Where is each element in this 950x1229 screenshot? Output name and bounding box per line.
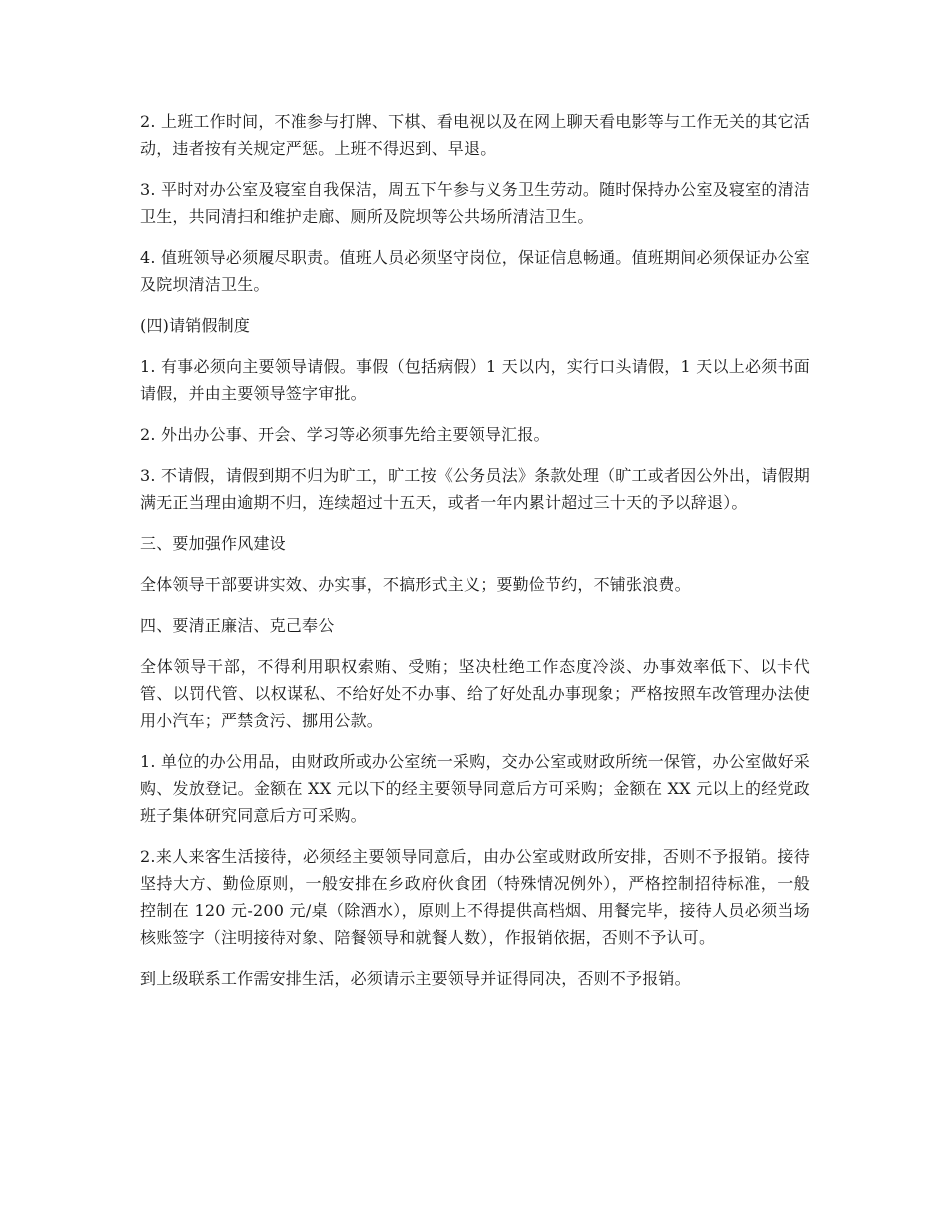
paragraph-rule-3-cleaning: 3. 平时对办公室及寝室自我保洁，周五下午参与义务卫生劳动。随时保持办公室及寝室的清洁卫生，共同清扫和维护走廊、厕所及院坝等公共场所清洁卫生。 xyxy=(140,180,810,226)
paragraph-reception: 2.来人来客生活接待，必须经主要领导同意后，由办公室或财政所安排，否则不予报销。接待坚持大方、勤俭原则，一般安排在乡政府伙食团（特殊情况例外），严格控制招待标准，一般控制在 120 元-200 元/桌（除酒水），原则上不得提供高档烟、用餐完毕，接待人员必须当场核账签字（注明接待对象、陪餐领导和就餐人数），作报销依据，否则不予认可。 xyxy=(140,847,810,947)
document-page xyxy=(140,108,810,1006)
section-heading-leave-system: (四)请销假制度 xyxy=(140,316,251,335)
paragraph-leave-rule-3: 3. 不请假，请假到期不归为旷工，旷工按《公务员法》条款处理（旷工或者因公外出，请假期满无正当理由逾期不归，连续超过十五天，或者一年内累计超过三十天的予以辞退）。 xyxy=(140,466,810,512)
paragraph-integrity: 全体领导干部，不得利用职权索贿、受贿；坚决杜绝工作态度冷淡、办事效率低下、以卡代管、以罚代管、以权谋私、不给好处不办事、给了好处乱办事现象；严格按照车改管理办法使用小汽车；严禁贪污、挪用公款。 xyxy=(140,657,810,730)
paragraph-rule-2-work-hours: 2. 上班工作时间，不准参与打牌、下棋、看电视以及在网上聊天看电影等与工作无关的其它活动，违者按有关规定严惩。上班不得迟到、早退。 xyxy=(140,112,810,158)
section-heading-integrity: 四、要清正廉洁、克己奉公 xyxy=(140,616,335,635)
paragraph-work-style: 全体领导干部要讲实效、办实事，不搞形式主义；要勤俭节约，不铺张浪费。 xyxy=(140,575,691,594)
paragraph-office-supplies: 1. 单位的办公用品，由财政所或办公室统一采购，交办公室或财政所统一保管，办公室做好采购、发放登记。金额在 XX 元以下的经主要领导同意后方可采购；金额在 XX 元以上的经党政班子集体研究同意后方可采购。 xyxy=(140,752,810,825)
section-heading-work-style: 三、要加强作风建设 xyxy=(140,534,286,553)
paragraph-superior-contact: 到上级联系工作需安排生活，必须请示主要领导并证得同决，否则不予报销。 xyxy=(140,969,691,988)
paragraph-leave-rule-2: 2. 外出办公事、开会、学习等必须事先给主要领导汇报。 xyxy=(140,425,550,444)
paragraph-leave-rule-1: 1. 有事必须向主要领导请假。事假（包括病假）1 天以内，实行口头请假，1 天以上必须书面请假，并由主要领导签字审批。 xyxy=(140,357,810,403)
paragraph-rule-4-duty: 4. 值班领导必须履尽职责。值班人员必须坚守岗位，保证信息畅通。值班期间必须保证办公室及院坝清洁卫生。 xyxy=(140,248,810,294)
